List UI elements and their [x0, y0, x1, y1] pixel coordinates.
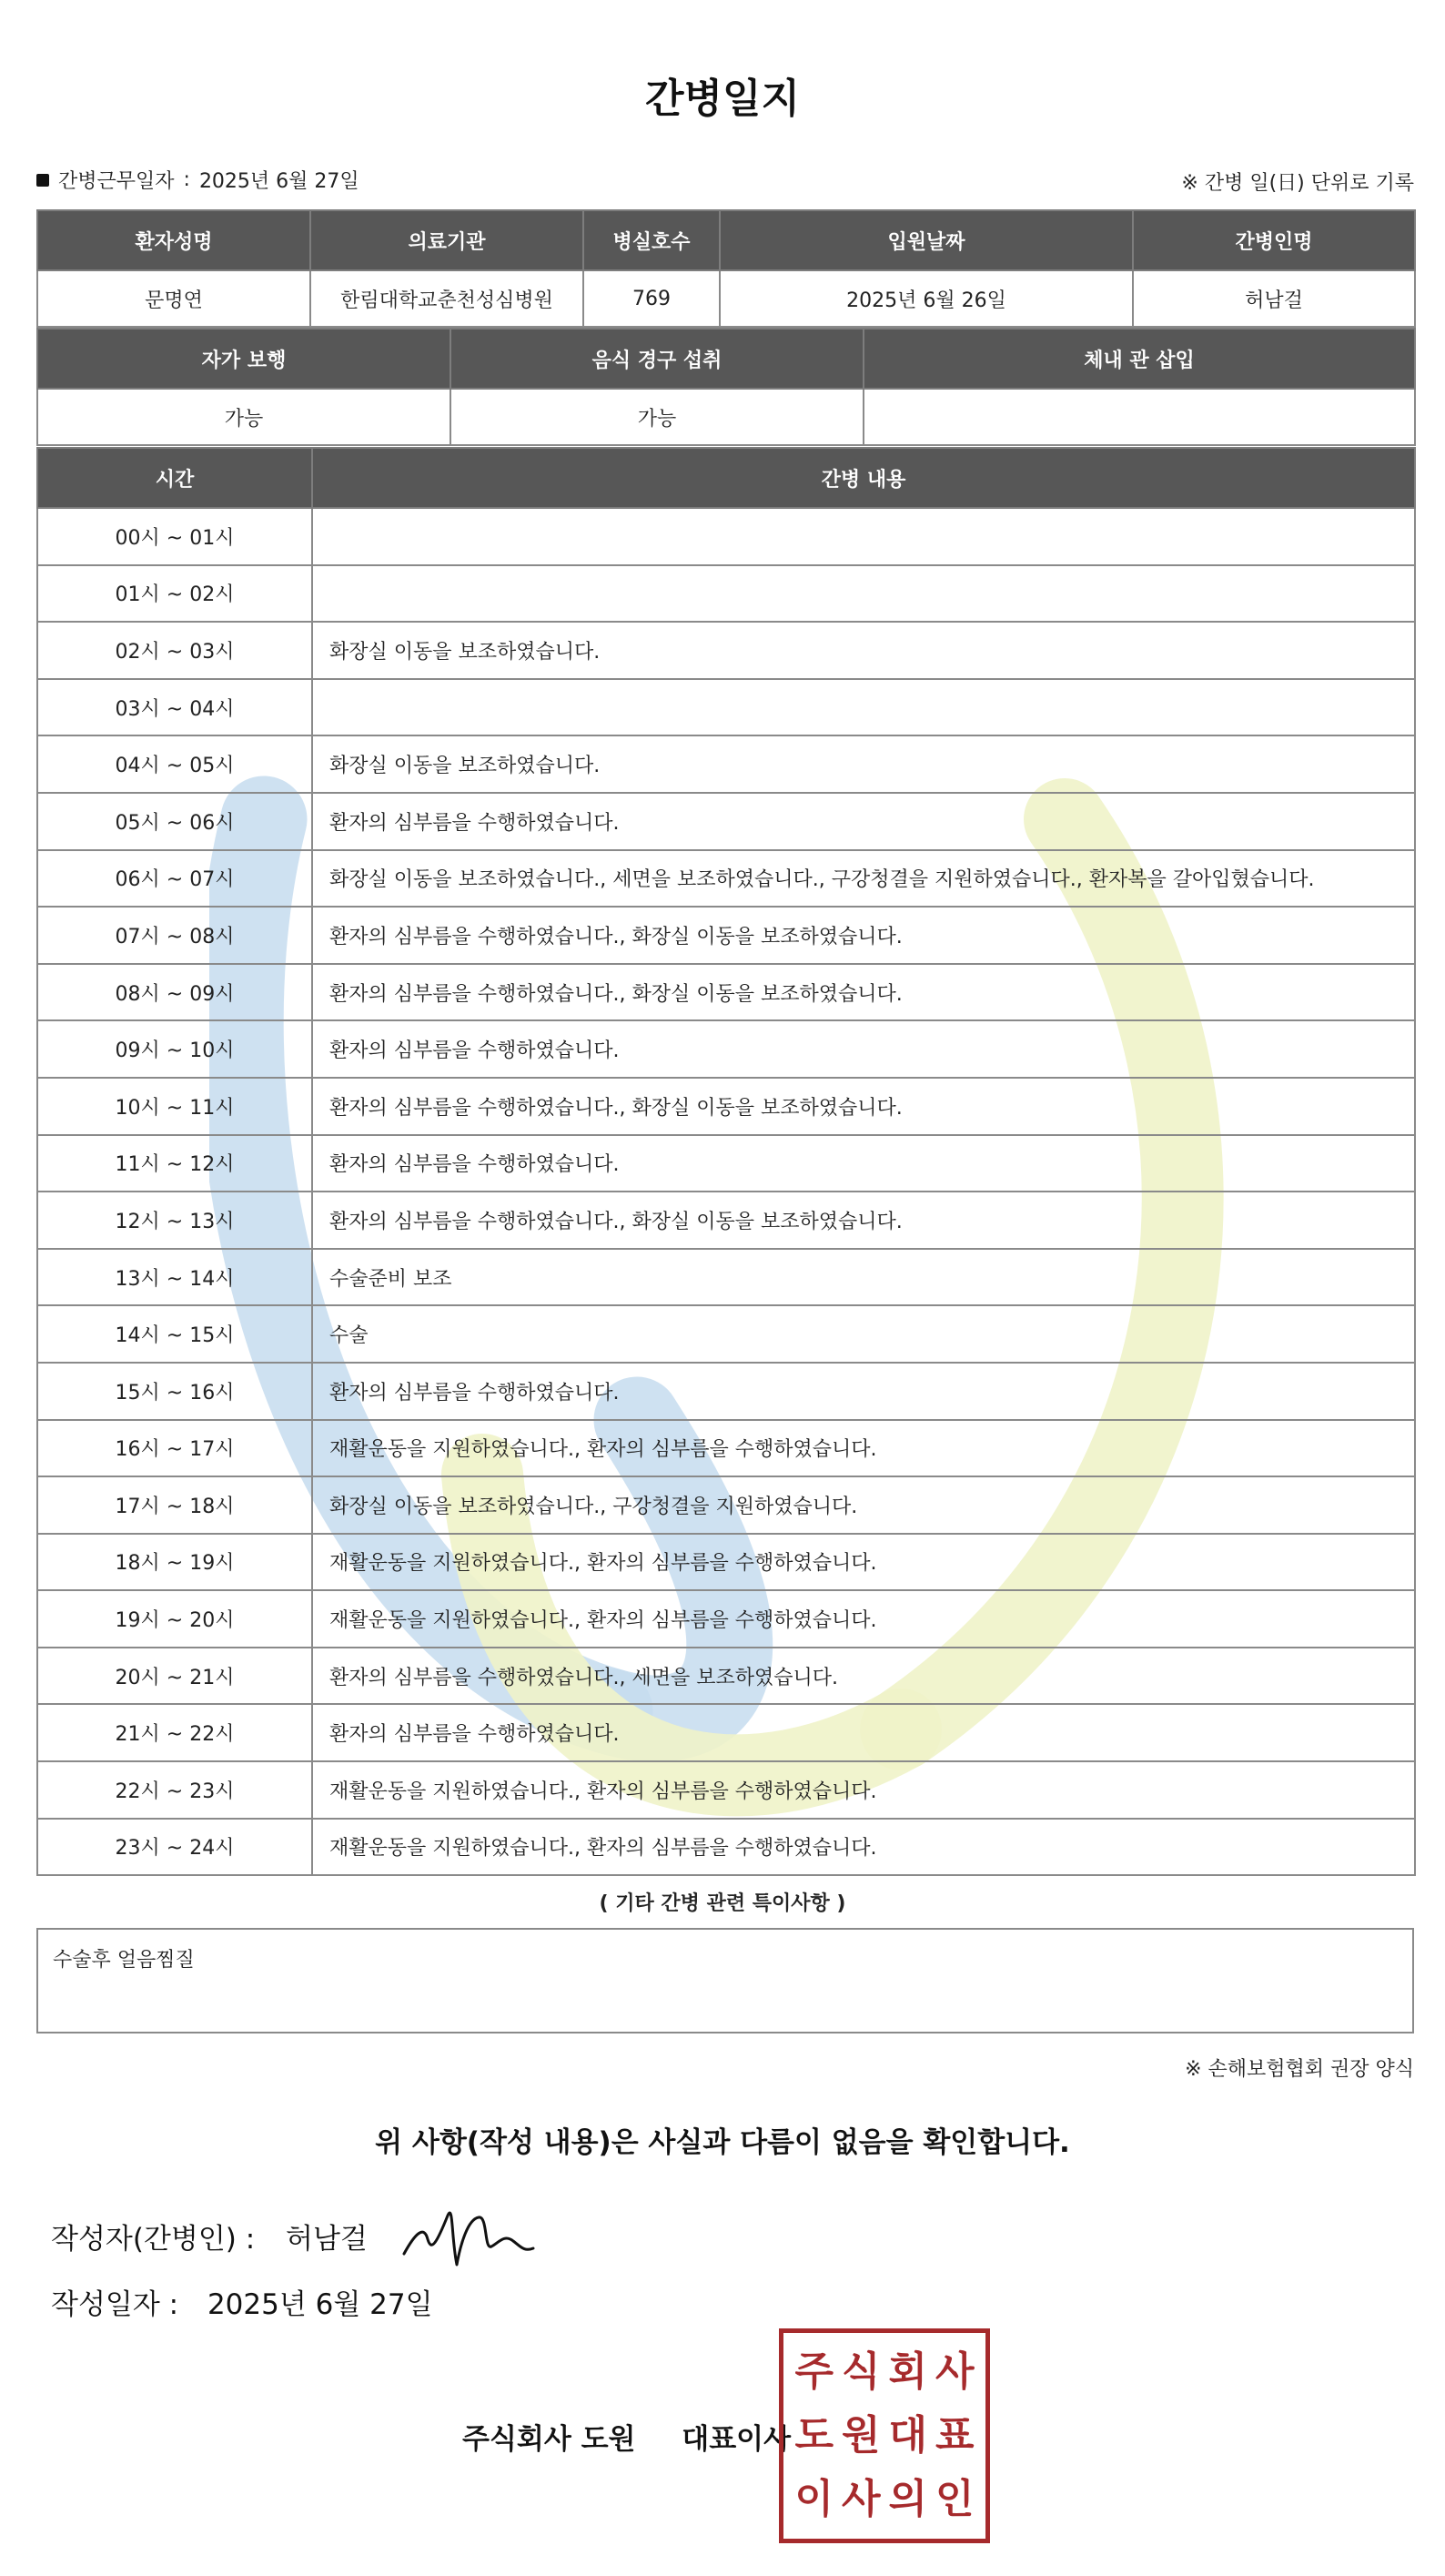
table-row: [37, 1249, 1415, 1306]
table-row: [37, 907, 1415, 964]
care-content: [312, 679, 1415, 736]
time-slot: 07시 ~ 08시: [37, 907, 312, 964]
work-date-value: 2025년 6월 27일: [198, 170, 359, 193]
time-slot: 18시 ~ 19시: [37, 1534, 312, 1591]
table-row: [37, 679, 1415, 736]
time-slot: 16시 ~ 17시: [37, 1420, 312, 1477]
special-notes-title: ( 기타 간병 관련 특이사항 ): [599, 1892, 846, 1915]
time-slot: 19시 ~ 20시: [37, 1590, 312, 1648]
patient-info-table: [36, 209, 1416, 328]
time-slot: 04시 ~ 05시: [37, 735, 312, 793]
table-row: [37, 793, 1415, 850]
header-oral-intake: 음식 경구 섭취: [450, 329, 864, 389]
ability-table: [36, 328, 1416, 446]
care-content: 화장실 이동을 보조하였습니다., 구강청결을 지원하였습니다.: [312, 1476, 1415, 1534]
seal-character: 식: [841, 2348, 881, 2395]
seal-character: 이: [794, 2476, 834, 2522]
patient-name: 문명연: [37, 270, 310, 327]
company-name: 주식회사 도원: [462, 2423, 636, 2456]
table-row: [37, 1363, 1415, 1420]
header-care-content: 간병 내용: [312, 448, 1415, 508]
table-row: [37, 565, 1415, 623]
seal-character: 사: [935, 2348, 975, 2395]
table-row: [37, 1590, 1415, 1648]
seal-character: 원: [841, 2412, 881, 2459]
care-content: 화장실 이동을 보조하였습니다.: [312, 735, 1415, 793]
time-slot: 03시 ~ 04시: [37, 679, 312, 736]
signature: [397, 2197, 542, 2270]
work-date-separator: :: [183, 168, 190, 191]
admission-date: 2025년 6월 26일: [720, 270, 1133, 327]
table-row: [37, 850, 1415, 908]
table-row: [37, 1192, 1415, 1249]
header-hospital: 의료기관: [310, 210, 583, 270]
time-slot: 23시 ~ 24시: [37, 1819, 312, 1876]
care-content: 환자의 심부름을 수행하였습니다., 화장실 이동을 보조하였습니다.: [312, 1078, 1415, 1135]
time-slot: 08시 ~ 09시: [37, 964, 312, 1021]
time-slot: 02시 ~ 03시: [37, 622, 312, 679]
care-content: 재활운동을 지원하였습니다., 환자의 심부름을 수행하였습니다.: [312, 1761, 1415, 1819]
header-walking: 자가 보행: [37, 329, 450, 389]
care-content: 환자의 심부름을 수행하였습니다.: [312, 1020, 1415, 1078]
care-content: 환자의 심부름을 수행하였습니다.: [312, 1363, 1415, 1420]
table-row: [37, 1420, 1415, 1477]
page-title: 간병일지: [644, 76, 800, 122]
care-content: 재활운동을 지원하였습니다., 환자의 심부름을 수행하였습니다.: [312, 1819, 1415, 1876]
header-tube-insertion: 체내 관 삽입: [864, 329, 1415, 389]
written-date-label: 작성일자 :: [51, 2288, 179, 2321]
time-slot: 15시 ~ 16시: [37, 1363, 312, 1420]
seal-character: 대: [888, 2412, 927, 2459]
seal-character: 도: [794, 2412, 834, 2459]
unit-note: ※ 간병 일(日) 단위로 기록: [1181, 172, 1414, 195]
seal-character: 회: [888, 2348, 927, 2395]
care-content: 재활운동을 지원하였습니다., 환자의 심부름을 수행하였습니다.: [312, 1534, 1415, 1591]
tube-insertion-value: [864, 389, 1415, 445]
time-slot: 21시 ~ 22시: [37, 1704, 312, 1761]
care-content: 환자의 심부름을 수행하였습니다.: [312, 793, 1415, 850]
care-log-table: [36, 447, 1416, 1876]
seal-character: 사: [841, 2476, 881, 2522]
header-room: 병실호수: [583, 210, 720, 270]
company-seal-stamp: [779, 2328, 990, 2543]
time-slot: 11시 ~ 12시: [37, 1135, 312, 1192]
time-slot: 17시 ~ 18시: [37, 1476, 312, 1534]
time-slot: 06시 ~ 07시: [37, 850, 312, 908]
care-content: 수술: [312, 1305, 1415, 1363]
header-caregiver: 간병인명: [1133, 210, 1415, 270]
care-content: 환자의 심부름을 수행하였습니다., 세면을 보조하였습니다.: [312, 1648, 1415, 1705]
time-slot: 01시 ~ 02시: [37, 565, 312, 623]
care-content: 환자의 심부름을 수행하였습니다., 화장실 이동을 보조하였습니다.: [312, 1192, 1415, 1249]
time-slot: 12시 ~ 13시: [37, 1192, 312, 1249]
time-slot: 20시 ~ 21시: [37, 1648, 312, 1705]
care-content: 환자의 심부름을 수행하였습니다., 화장실 이동을 보조하였습니다.: [312, 907, 1415, 964]
hospital-name: 한림대학교춘천성심병원: [310, 270, 583, 327]
table-row: [37, 1704, 1415, 1761]
care-content: 재활운동을 지원하였습니다., 환자의 심부름을 수행하였습니다.: [312, 1590, 1415, 1648]
oral-intake-value: 가능: [450, 389, 864, 445]
company-line: [462, 2416, 791, 2457]
work-date-label: 간병근무일자: [58, 170, 175, 193]
work-date: [36, 166, 359, 194]
seal-character: 주: [794, 2348, 834, 2395]
author-line: [51, 2216, 368, 2257]
table-row: [37, 1534, 1415, 1591]
table-row: [37, 735, 1415, 793]
table-row: [37, 1305, 1415, 1363]
room-number: 769: [583, 270, 720, 327]
table-row: [37, 1476, 1415, 1534]
seal-character: 표: [935, 2412, 975, 2459]
confirmation-statement: 위 사항(작성 내용)은 사실과 다름이 없음을 확인합니다.: [375, 2126, 1070, 2159]
company-ceo-title: 대표이사: [682, 2423, 792, 2456]
time-slot: 14시 ~ 15시: [37, 1305, 312, 1363]
care-content: 환자의 심부름을 수행하였습니다.: [312, 1135, 1415, 1192]
table-row: [37, 1020, 1415, 1078]
form-note: ※ 손해보험협회 권장 양식: [1185, 2058, 1414, 2081]
care-content: 화장실 이동을 보조하였습니다.: [312, 622, 1415, 679]
caregiver-name: 허남걸: [1133, 270, 1415, 327]
table-row: [37, 1648, 1415, 1705]
time-slot: 05시 ~ 06시: [37, 793, 312, 850]
care-content: 환자의 심부름을 수행하였습니다.: [312, 1704, 1415, 1761]
seal-character: 의: [888, 2476, 927, 2522]
table-row: [37, 1078, 1415, 1135]
time-slot: 00시 ~ 01시: [37, 508, 312, 565]
special-notes-text: 수술후 얼음찜질: [53, 1949, 195, 1972]
table-row: [37, 508, 1415, 565]
time-slot: 22시 ~ 23시: [37, 1761, 312, 1819]
walking-value: 가능: [37, 389, 450, 445]
table-row: [37, 1761, 1415, 1819]
seal-character: 인: [935, 2476, 975, 2522]
table-row: [37, 964, 1415, 1021]
table-row: [37, 1135, 1415, 1192]
header-admission-date: 입원날짜: [720, 210, 1133, 270]
header-time: 시간: [37, 448, 312, 508]
care-content: [312, 565, 1415, 623]
time-slot: 13시 ~ 14시: [37, 1249, 312, 1306]
special-notes-box: [36, 1928, 1414, 2033]
written-date-value: 2025년 6월 27일: [207, 2288, 433, 2321]
author-name: 허남걸: [286, 2223, 368, 2256]
care-content: 수술준비 보조: [312, 1249, 1415, 1306]
care-content: 재활운동을 지원하였습니다., 환자의 심부름을 수행하였습니다.: [312, 1420, 1415, 1477]
header-patient-name: 환자성명: [37, 210, 310, 270]
time-slot: 09시 ~ 10시: [37, 1020, 312, 1078]
time-slot: 10시 ~ 11시: [37, 1078, 312, 1135]
table-row: [37, 1819, 1415, 1876]
square-bullet-icon: [36, 174, 49, 187]
care-content: 환자의 심부름을 수행하였습니다., 화장실 이동을 보조하였습니다.: [312, 964, 1415, 1021]
written-date-line: [51, 2281, 433, 2322]
table-row: [37, 622, 1415, 679]
care-content: [312, 508, 1415, 565]
care-content: 화장실 이동을 보조하였습니다., 세면을 보조하였습니다., 구강청결을 지원하였습니다., 환자복을 갈아입혔습니다.: [312, 850, 1415, 908]
author-label: 작성자(간병인) :: [51, 2223, 256, 2256]
